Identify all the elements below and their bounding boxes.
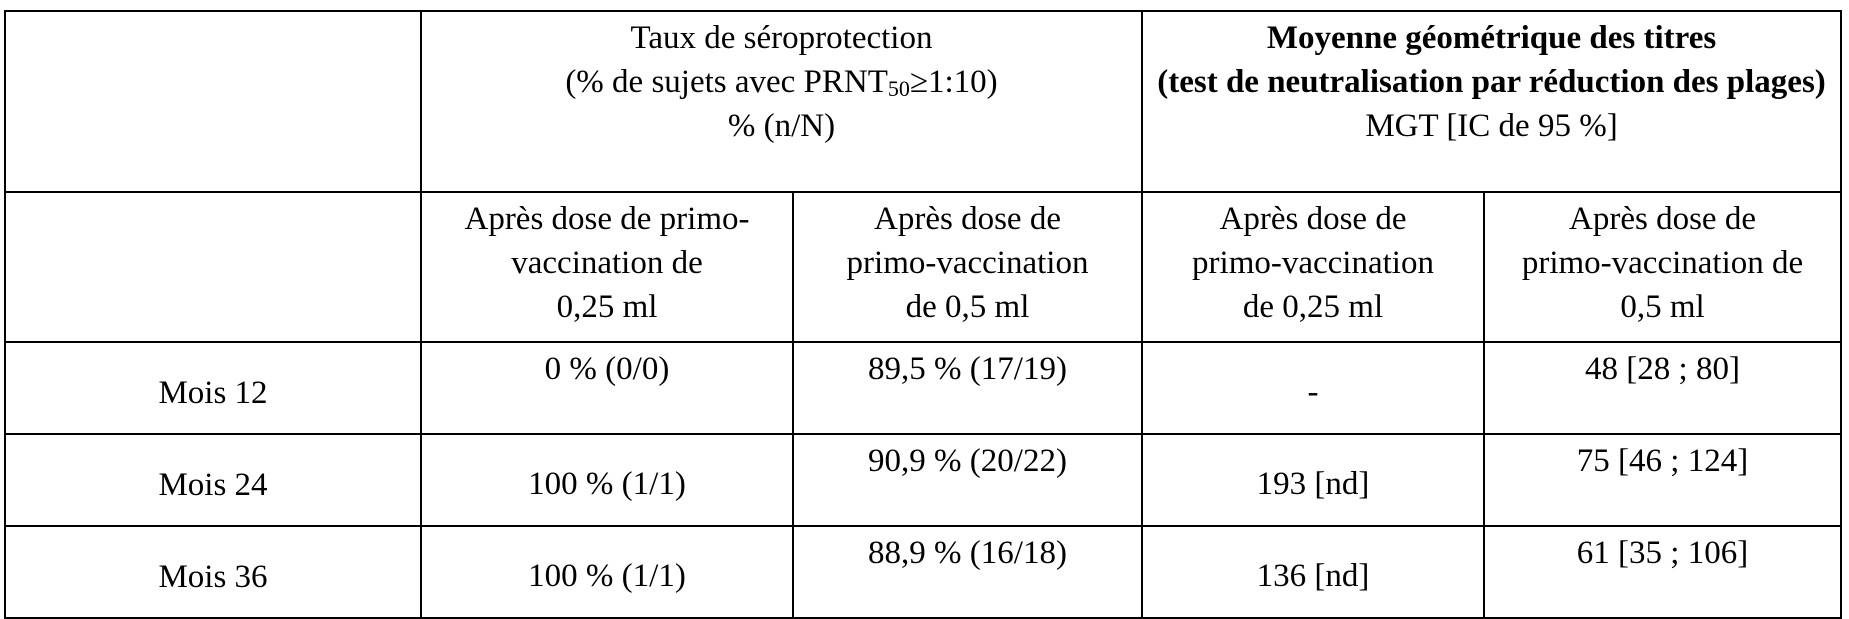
table-cell: 88,9 % (16/18) [793,526,1142,618]
subheader-cell [1142,192,1484,342]
prnt-text: (% de sujets avec PRNT [565,64,888,100]
prnt-subscript: 50 [887,76,910,101]
subheader-cell [421,192,793,342]
table-row [5,526,1841,618]
subheader-line: de 0,5 ml [905,289,1030,325]
subheader-line: 0,5 ml [1620,289,1705,325]
seroprotection-unit: % (n/N) [727,108,836,144]
subheader-line: primo-vaccination [846,245,1089,281]
results-table [4,10,1842,619]
table-cell: 75 [46 ; 124] [1484,434,1841,526]
subheader-line: Après dose de [1219,201,1407,237]
gmt-subtitle: (test de neutralisation par réduction des plages) [1157,64,1826,100]
prnt-threshold: ≥1:10) [909,64,998,100]
gmt-unit: MGT [IC de 95 %] [1365,108,1618,144]
table-cell: 100 % (1/1) [421,434,793,526]
row-label: Mois 36 [5,526,421,618]
table-cell: 90,9 % (20/22) [793,434,1142,526]
empty-corner-cell [5,11,421,192]
seroprotection-header [421,11,1142,192]
header-row-2 [5,192,1841,342]
table-row [5,342,1841,434]
subheader-line: Après dose de [874,201,1061,237]
table-cell: 0 % (0/0) [421,342,793,434]
subheader-line: vaccination de [511,245,703,281]
gmt-title: Moyenne géométrique des titres [1266,20,1717,56]
row-label: Mois 24 [5,434,421,526]
header-row-1 [5,11,1841,192]
empty-label-cell [5,192,421,342]
table-cell: 89,5 % (17/19) [793,342,1142,434]
table-row [5,434,1841,526]
seroprotection-title: Taux de séroprotection [630,20,933,56]
table-cell: 136 [nd] [1142,526,1484,618]
table-cell: - [1142,342,1484,434]
subheader-line: 0,25 ml [556,289,658,325]
seroprotection-subtitle [430,60,1133,104]
table-cell: 100 % (1/1) [421,526,793,618]
table-cell: 61 [35 ; 106] [1484,526,1841,618]
subheader-line: Après dose de primo- [464,201,750,237]
subheader-cell [793,192,1142,342]
table-cell: 48 [28 ; 80] [1484,342,1841,434]
gmt-header [1142,11,1841,192]
subheader-line: Après dose de [1569,201,1756,237]
table-cell: 193 [nd] [1142,434,1484,526]
subheader-line: primo-vaccination de [1521,245,1804,281]
subheader-line: primo-vaccination [1192,245,1434,281]
row-label: Mois 12 [5,342,421,434]
subheader-line: de 0,25 ml [1242,289,1384,325]
subheader-cell [1484,192,1841,342]
